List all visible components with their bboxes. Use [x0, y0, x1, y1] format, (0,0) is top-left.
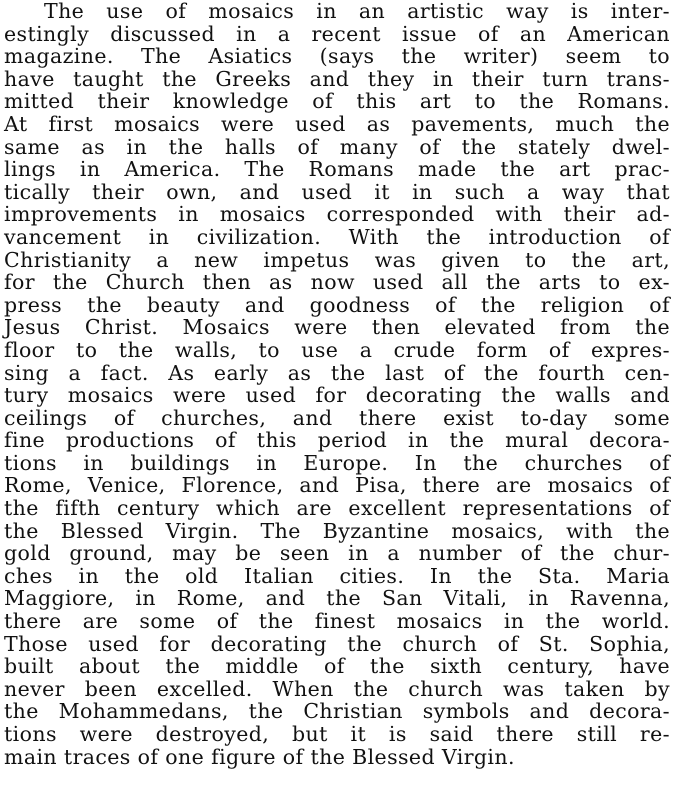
- article-line: tions in buildings in Europe. In the churches of: [4, 450, 670, 475]
- article-line: built about the middle of the sixth century, have: [4, 654, 670, 679]
- article-line: the Mohammedans, the Christian symbols and decora-: [4, 699, 670, 724]
- article-line: tions were destroyed, but it is said there still re-: [4, 722, 670, 746]
- article-line: At first mosaics were used as pavements, much the: [4, 111, 670, 136]
- article-line: magazine. The Asiatics (says the writer) seem to: [4, 44, 670, 69]
- article-line: Maggiore, in Rome, and the San Vitali, in Ravenna,: [4, 586, 670, 611]
- article-line: The use of mosaics in an artistic way is inter-: [44, 0, 670, 23]
- article-line: tically their own, and used it in such a way that: [4, 179, 670, 204]
- article-line: gold ground, may be seen in a number of the chur-: [4, 541, 670, 566]
- article-line: never been excelled. When the church was taken by: [4, 676, 670, 701]
- article-line: lings in America. The Romans made the art prac-: [4, 157, 670, 182]
- article-line: main traces of one figure of the Blessed Virgin.: [4, 744, 515, 769]
- article-line: Jesus Christ. Mosaics were then elevated from the: [4, 315, 670, 340]
- article-line: for the Church then as now used all the arts to ex-: [4, 270, 670, 295]
- article-column: [4, 0, 670, 768]
- article-line: tury mosaics were used for decorating the walls and: [4, 383, 670, 408]
- article-line: same as in the halls of many of the stately dwel-: [4, 134, 670, 159]
- article-line: sing a fact. As early as the last of the fourth cen-: [4, 360, 670, 385]
- article-line: have taught the Greeks and they in their turn trans-: [4, 66, 670, 91]
- article-line: estingly discussed in a recent issue of an American: [4, 21, 670, 46]
- article-line: the fifth century which are excellent representations of: [4, 496, 670, 521]
- article-line: the Blessed Virgin. The Byzantine mosaics, with the: [4, 518, 670, 543]
- article-line: vancement in civilization. With the introduction of: [4, 224, 670, 249]
- article-line: mitted their knowledge of this art to the Romans.: [4, 89, 670, 114]
- article-line: ceilings of churches, and there exist to-day some: [4, 405, 670, 430]
- article-line: floor to the walls, to use a crude form of expres-: [4, 337, 670, 362]
- article-line: fine productions of this period in the mural decora-: [4, 428, 670, 453]
- article-line: there are some of the finest mosaics in the world.: [4, 609, 670, 634]
- article-line: ches in the old Italian cities. In the Sta. Maria: [4, 563, 670, 588]
- article-line: improvements in mosaics corresponded with their ad-: [4, 202, 670, 227]
- article-line: Christianity a new impetus was given to the art,: [4, 247, 670, 272]
- article-line: Rome, Venice, Florence, and Pisa, there are mosaics of: [4, 473, 670, 498]
- article-line: press the beauty and goodness of the religion of: [4, 292, 670, 317]
- article-line: Those used for decorating the church of St. Sophia,: [4, 631, 670, 656]
